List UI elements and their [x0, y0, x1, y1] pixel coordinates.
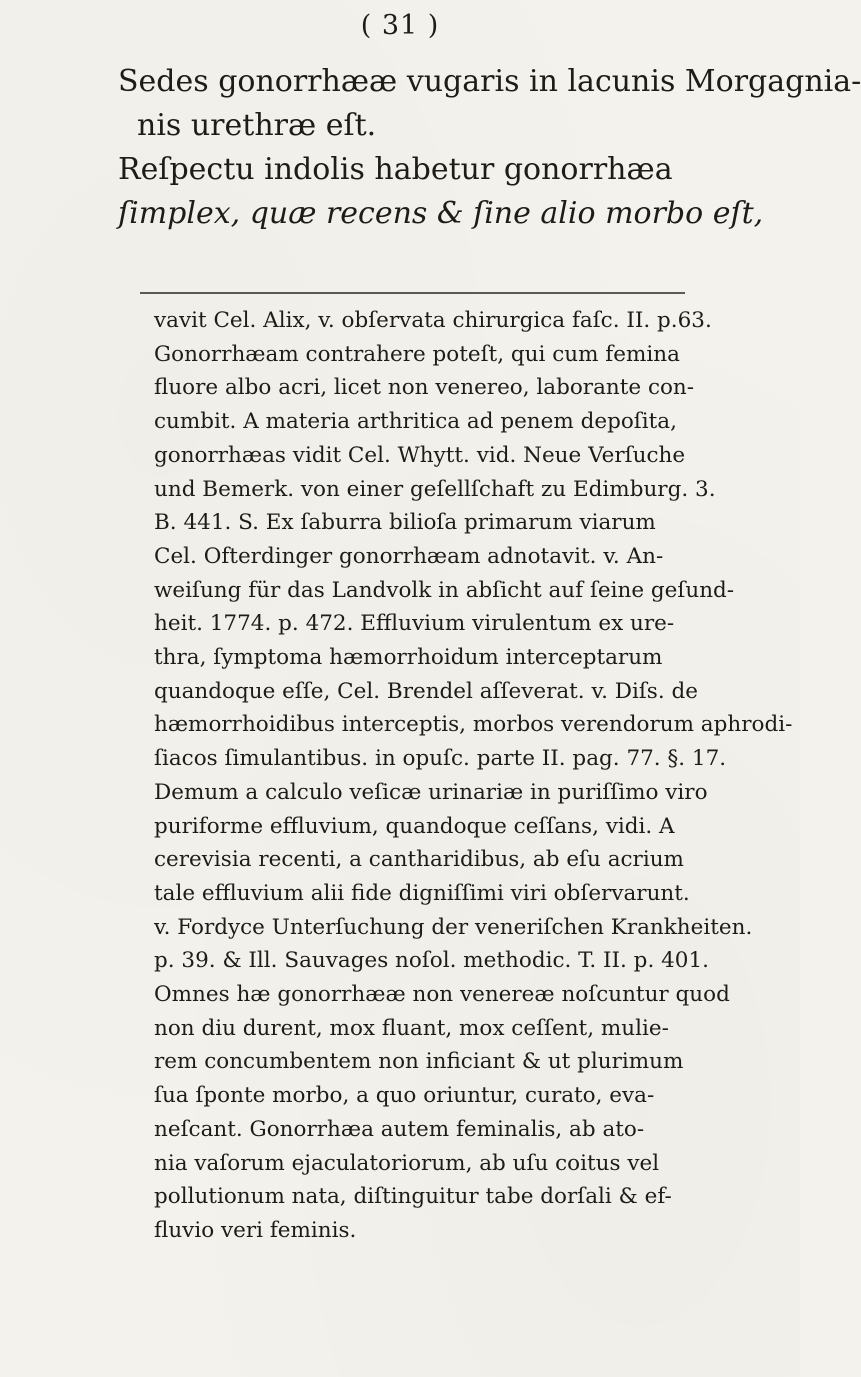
text-line: und Bemerk. von einer geſellſchaft zu Edimburg. 3.	[154, 476, 716, 502]
text-line: hæmorrhoidibus interceptis, morbos verendorum aphrodi-	[154, 712, 793, 738]
text-line: cumbit. A materia arthritica ad penem depoſita,	[154, 409, 677, 435]
text-line: Demum a calculo veſicæ urinariæ in puriſſimo viro	[154, 779, 708, 805]
text-line: tale effluvium alii fide digniſſimi viri obſervarunt.	[154, 880, 690, 906]
text-line: nia vaſorum ejaculatoriorum, ab uſu coitus vel	[154, 1150, 660, 1176]
text-line: fluvio veri feminis.	[154, 1217, 357, 1243]
text-line: neſcant. Gonorrhæa autem feminalis, ab ato-	[154, 1116, 645, 1142]
text-line: ſiacos ſimulantibus. in opuſc. parte II. pag. 77. §. 17.	[154, 746, 727, 772]
text-line: vavit Cel. Alix, v. obſervata chirurgica faſc. II. p.63.	[154, 308, 712, 333]
text-line: p. 39. & Ill. Sauvages noſol. methodic. T. II. p. 401.	[154, 948, 709, 974]
text-line: nis urethræ eſt.	[137, 108, 377, 143]
text-line: thra, ſymptoma hæmorrhoidum interceptarum	[154, 645, 663, 671]
text-line: puriforme effluvium, quandoque ceſſans, vidi. A	[154, 813, 675, 839]
text-line: pollutionum nata, diſtinguitur tabe dorſali & ef-	[154, 1184, 672, 1210]
footnote-text	[154, 304, 793, 1248]
text-line: Cel. Ofterdinger gonorrhæam adnotavit. v. An-	[154, 543, 664, 569]
text-line: ſua ſponte morbo, a quo oriuntur, curato, eva-	[154, 1083, 655, 1109]
text-line: cerevisia recenti, a cantharidibus, ab eſu acrium	[154, 847, 684, 873]
footnote-divider	[140, 292, 685, 294]
text-line: weiſung für das Landvolk in abſicht auf ſeine geſund-	[154, 577, 735, 603]
text-line: Omnes hæ gonorrhææ non venereæ noſcuntur quod	[154, 982, 730, 1008]
text-line: B. 441. S. Ex ſaburra bilioſa primarum viarum	[154, 510, 656, 536]
text-line: heit. 1774. p. 472. Effluvium virulentum ex ure-	[154, 611, 675, 637]
page-number: ( 31 )	[360, 10, 440, 41]
main-text-top	[118, 60, 861, 236]
text-line: rem concumbentem non inficiant & ut plurimum	[154, 1049, 684, 1075]
text-line: quandoque eſſe, Cel. Brendel aſſeverat. v. Diſs. de	[154, 678, 698, 704]
text-line: non diu durent, mox fluant, mox ceſſent, mulie-	[154, 1015, 669, 1041]
text-line: Gonorrhæam contrahere poteſt, qui cum femina	[154, 341, 680, 367]
text-line: fluore albo acri, licet non venereo, laborante con-	[154, 375, 695, 401]
text-line: ſimplex, quæ recens & ſine alio morbo eſt,	[118, 196, 764, 231]
text-line: Reſpectu indolis habetur gonorrhæa	[118, 152, 673, 187]
text-line: Sedes gonorrhææ vugaris in lacunis Morgagnia-	[118, 64, 861, 99]
text-line: gonorrhæas vidit Cel. Whytt. vid. Neue Verſuche	[154, 442, 686, 468]
text-line: v. Fordyce Unterſuchung der veneriſchen Krankheiten.	[154, 914, 753, 940]
